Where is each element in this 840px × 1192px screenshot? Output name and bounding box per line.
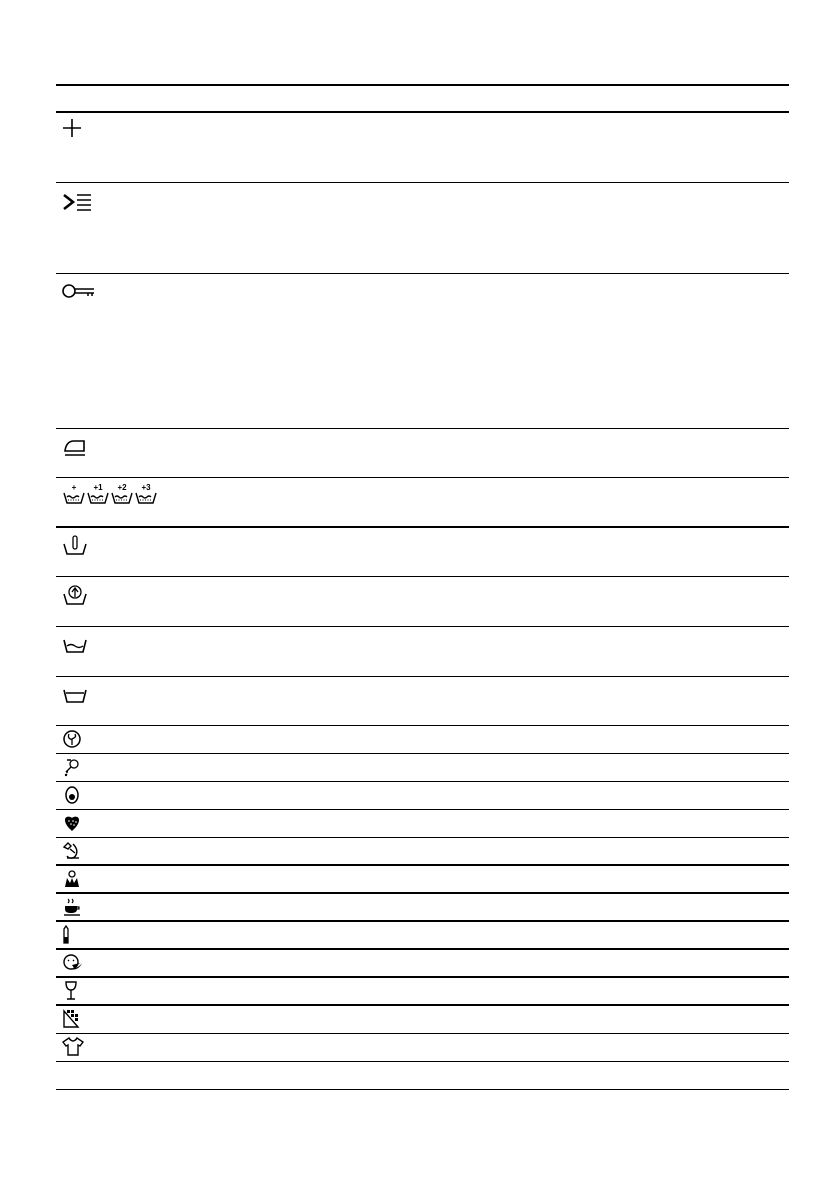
- extra-rinse-icon: [62, 482, 162, 504]
- fruit-stain-icon: [62, 813, 162, 835]
- table-row: [56, 810, 789, 838]
- table-row: [56, 577, 789, 627]
- grease-stain-icon: [62, 841, 162, 863]
- table-row: [56, 627, 789, 677]
- rinse-label: +1: [93, 483, 103, 492]
- shirt-stain-icon: [62, 1037, 162, 1059]
- iron-icon: [62, 437, 162, 459]
- table-row: [56, 1006, 789, 1034]
- table-top-rule: [56, 84, 789, 86]
- more-options-icon: [62, 192, 162, 214]
- table-row: [56, 429, 789, 478]
- main-wash-icon: [62, 686, 162, 708]
- table-row: [56, 677, 789, 726]
- table-row: [56, 894, 789, 922]
- table-row: [56, 922, 789, 950]
- table-row: [56, 1062, 789, 1090]
- table-row: [56, 183, 789, 274]
- rinse-label: +2: [117, 483, 127, 492]
- key-icon: [62, 282, 162, 304]
- temperature-icon: [62, 534, 162, 556]
- rinse-label: +: [71, 483, 77, 492]
- table-row: [56, 113, 789, 183]
- chocolate-stain-icon: [62, 1009, 162, 1031]
- wine-stain-icon: [62, 981, 162, 1003]
- table-row: [56, 274, 789, 429]
- table-row: [56, 528, 789, 577]
- table-row: [56, 838, 789, 866]
- stain-removal-icon: [62, 729, 162, 751]
- table-row: [56, 754, 789, 782]
- coffee-stain-icon: [62, 897, 162, 919]
- tomato-stain-icon: [62, 953, 162, 975]
- lipstick-stain-icon: [62, 925, 162, 947]
- table-row: [56, 866, 789, 894]
- grass-stain-icon: [62, 757, 162, 779]
- table-row: [56, 782, 789, 810]
- table-row: [56, 1034, 789, 1062]
- table-row: [56, 726, 789, 754]
- prewash-icon: [62, 636, 162, 658]
- table-row: [56, 950, 789, 978]
- plant-stain-icon: [62, 869, 162, 891]
- spin-icon: [62, 584, 162, 606]
- plus-icon: [62, 118, 162, 140]
- table-row: [56, 478, 789, 528]
- table-row: [56, 978, 789, 1006]
- rinse-label: +3: [141, 483, 151, 492]
- egg-stain-icon: [62, 785, 162, 807]
